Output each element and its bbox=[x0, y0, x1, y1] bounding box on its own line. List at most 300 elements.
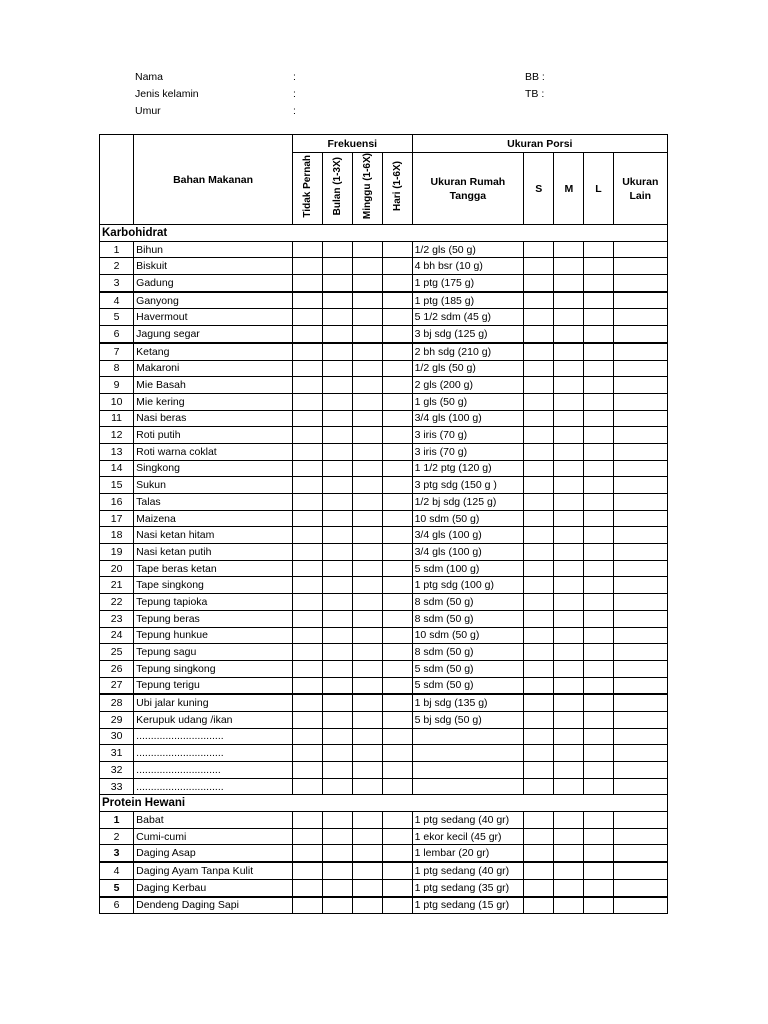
size-m-cell[interactable] bbox=[554, 677, 584, 694]
size-lain-cell[interactable] bbox=[613, 812, 667, 829]
freq-bulan-cell[interactable] bbox=[323, 393, 353, 410]
size-m-cell[interactable] bbox=[554, 812, 584, 829]
size-m-cell[interactable] bbox=[554, 343, 584, 360]
size-s-cell[interactable] bbox=[524, 443, 554, 460]
freq-minggu-cell[interactable] bbox=[353, 560, 383, 577]
size-m-cell[interactable] bbox=[554, 258, 584, 275]
size-lain-cell[interactable] bbox=[613, 610, 667, 627]
size-m-cell[interactable] bbox=[554, 443, 584, 460]
freq-hari-cell[interactable] bbox=[383, 610, 412, 627]
freq-bulan-cell[interactable] bbox=[323, 477, 353, 494]
size-s-cell[interactable] bbox=[524, 728, 554, 745]
freq-tidak-pernah-cell[interactable] bbox=[292, 560, 322, 577]
size-m-cell[interactable] bbox=[554, 577, 584, 594]
freq-tidak-pernah-cell[interactable] bbox=[292, 879, 322, 896]
size-s-cell[interactable] bbox=[524, 377, 554, 394]
freq-tidak-pernah-cell[interactable] bbox=[292, 660, 322, 677]
freq-minggu-cell[interactable] bbox=[353, 879, 383, 896]
freq-bulan-cell[interactable] bbox=[323, 258, 353, 275]
size-s-cell[interactable] bbox=[524, 560, 554, 577]
freq-minggu-cell[interactable] bbox=[353, 343, 383, 360]
freq-hari-cell[interactable] bbox=[383, 427, 412, 444]
freq-minggu-cell[interactable] bbox=[353, 494, 383, 511]
size-m-cell[interactable] bbox=[554, 711, 584, 728]
freq-tidak-pernah-cell[interactable] bbox=[292, 594, 322, 611]
size-s-cell[interactable] bbox=[524, 745, 554, 762]
freq-bulan-cell[interactable] bbox=[323, 728, 353, 745]
size-s-cell[interactable] bbox=[524, 862, 554, 879]
freq-hari-cell[interactable] bbox=[383, 258, 412, 275]
size-lain-cell[interactable] bbox=[613, 879, 667, 896]
freq-bulan-cell[interactable] bbox=[323, 644, 353, 661]
freq-tidak-pernah-cell[interactable] bbox=[292, 527, 322, 544]
size-m-cell[interactable] bbox=[554, 241, 584, 258]
size-l-cell[interactable] bbox=[584, 460, 613, 477]
freq-bulan-cell[interactable] bbox=[323, 812, 353, 829]
size-l-cell[interactable] bbox=[584, 577, 613, 594]
freq-tidak-pernah-cell[interactable] bbox=[292, 241, 322, 258]
size-lain-cell[interactable] bbox=[613, 443, 667, 460]
freq-hari-cell[interactable] bbox=[383, 410, 412, 427]
size-lain-cell[interactable] bbox=[613, 393, 667, 410]
size-lain-cell[interactable] bbox=[613, 292, 667, 309]
freq-bulan-cell[interactable] bbox=[323, 594, 353, 611]
size-lain-cell[interactable] bbox=[613, 594, 667, 611]
size-s-cell[interactable] bbox=[524, 577, 554, 594]
freq-hari-cell[interactable] bbox=[383, 241, 412, 258]
freq-hari-cell[interactable] bbox=[383, 812, 412, 829]
size-s-cell[interactable] bbox=[524, 594, 554, 611]
freq-bulan-cell[interactable] bbox=[323, 326, 353, 343]
size-lain-cell[interactable] bbox=[613, 275, 667, 292]
size-m-cell[interactable] bbox=[554, 377, 584, 394]
size-m-cell[interactable] bbox=[554, 544, 584, 561]
size-m-cell[interactable] bbox=[554, 610, 584, 627]
freq-minggu-cell[interactable] bbox=[353, 377, 383, 394]
freq-hari-cell[interactable] bbox=[383, 544, 412, 561]
freq-minggu-cell[interactable] bbox=[353, 427, 383, 444]
size-lain-cell[interactable] bbox=[613, 745, 667, 762]
freq-tidak-pernah-cell[interactable] bbox=[292, 897, 322, 914]
freq-bulan-cell[interactable] bbox=[323, 527, 353, 544]
size-m-cell[interactable] bbox=[554, 897, 584, 914]
size-lain-cell[interactable] bbox=[613, 828, 667, 845]
freq-hari-cell[interactable] bbox=[383, 728, 412, 745]
size-s-cell[interactable] bbox=[524, 660, 554, 677]
size-m-cell[interactable] bbox=[554, 427, 584, 444]
freq-bulan-cell[interactable] bbox=[323, 275, 353, 292]
freq-minggu-cell[interactable] bbox=[353, 477, 383, 494]
freq-hari-cell[interactable] bbox=[383, 745, 412, 762]
size-l-cell[interactable] bbox=[584, 812, 613, 829]
freq-tidak-pernah-cell[interactable] bbox=[292, 510, 322, 527]
freq-bulan-cell[interactable] bbox=[323, 443, 353, 460]
size-s-cell[interactable] bbox=[524, 460, 554, 477]
size-l-cell[interactable] bbox=[584, 477, 613, 494]
freq-minggu-cell[interactable] bbox=[353, 510, 383, 527]
size-s-cell[interactable] bbox=[524, 627, 554, 644]
size-l-cell[interactable] bbox=[584, 275, 613, 292]
freq-bulan-cell[interactable] bbox=[323, 745, 353, 762]
size-l-cell[interactable] bbox=[584, 377, 613, 394]
size-s-cell[interactable] bbox=[524, 610, 554, 627]
size-s-cell[interactable] bbox=[524, 778, 554, 795]
size-lain-cell[interactable] bbox=[613, 360, 667, 377]
size-s-cell[interactable] bbox=[524, 897, 554, 914]
freq-bulan-cell[interactable] bbox=[323, 762, 353, 779]
size-lain-cell[interactable] bbox=[613, 326, 667, 343]
freq-minggu-cell[interactable] bbox=[353, 275, 383, 292]
size-l-cell[interactable] bbox=[584, 393, 613, 410]
size-s-cell[interactable] bbox=[524, 845, 554, 862]
freq-tidak-pernah-cell[interactable] bbox=[292, 828, 322, 845]
freq-bulan-cell[interactable] bbox=[323, 711, 353, 728]
freq-tidak-pernah-cell[interactable] bbox=[292, 745, 322, 762]
freq-minggu-cell[interactable] bbox=[353, 778, 383, 795]
size-m-cell[interactable] bbox=[554, 627, 584, 644]
size-m-cell[interactable] bbox=[554, 460, 584, 477]
size-s-cell[interactable] bbox=[524, 477, 554, 494]
freq-minggu-cell[interactable] bbox=[353, 627, 383, 644]
freq-hari-cell[interactable] bbox=[383, 326, 412, 343]
size-s-cell[interactable] bbox=[524, 360, 554, 377]
size-lain-cell[interactable] bbox=[613, 343, 667, 360]
size-l-cell[interactable] bbox=[584, 660, 613, 677]
freq-hari-cell[interactable] bbox=[383, 778, 412, 795]
size-m-cell[interactable] bbox=[554, 360, 584, 377]
size-s-cell[interactable] bbox=[524, 343, 554, 360]
freq-bulan-cell[interactable] bbox=[323, 241, 353, 258]
size-l-cell[interactable] bbox=[584, 292, 613, 309]
size-m-cell[interactable] bbox=[554, 393, 584, 410]
freq-tidak-pernah-cell[interactable] bbox=[292, 762, 322, 779]
freq-bulan-cell[interactable] bbox=[323, 677, 353, 694]
freq-tidak-pernah-cell[interactable] bbox=[292, 610, 322, 627]
size-s-cell[interactable] bbox=[524, 812, 554, 829]
size-s-cell[interactable] bbox=[524, 828, 554, 845]
size-m-cell[interactable] bbox=[554, 326, 584, 343]
freq-minggu-cell[interactable] bbox=[353, 694, 383, 711]
freq-minggu-cell[interactable] bbox=[353, 610, 383, 627]
freq-bulan-cell[interactable] bbox=[323, 360, 353, 377]
freq-tidak-pernah-cell[interactable] bbox=[292, 711, 322, 728]
freq-hari-cell[interactable] bbox=[383, 309, 412, 326]
freq-tidak-pernah-cell[interactable] bbox=[292, 845, 322, 862]
freq-tidak-pernah-cell[interactable] bbox=[292, 862, 322, 879]
size-m-cell[interactable] bbox=[554, 660, 584, 677]
freq-hari-cell[interactable] bbox=[383, 494, 412, 511]
size-lain-cell[interactable] bbox=[613, 560, 667, 577]
size-lain-cell[interactable] bbox=[613, 258, 667, 275]
size-lain-cell[interactable] bbox=[613, 309, 667, 326]
size-s-cell[interactable] bbox=[524, 510, 554, 527]
size-l-cell[interactable] bbox=[584, 711, 613, 728]
size-lain-cell[interactable] bbox=[613, 644, 667, 661]
size-lain-cell[interactable] bbox=[613, 778, 667, 795]
freq-tidak-pernah-cell[interactable] bbox=[292, 393, 322, 410]
freq-minggu-cell[interactable] bbox=[353, 577, 383, 594]
freq-tidak-pernah-cell[interactable] bbox=[292, 778, 322, 795]
size-lain-cell[interactable] bbox=[613, 728, 667, 745]
freq-bulan-cell[interactable] bbox=[323, 694, 353, 711]
freq-bulan-cell[interactable] bbox=[323, 460, 353, 477]
size-l-cell[interactable] bbox=[584, 326, 613, 343]
size-l-cell[interactable] bbox=[584, 360, 613, 377]
size-lain-cell[interactable] bbox=[613, 460, 667, 477]
size-l-cell[interactable] bbox=[584, 627, 613, 644]
freq-tidak-pernah-cell[interactable] bbox=[292, 292, 322, 309]
size-m-cell[interactable] bbox=[554, 527, 584, 544]
size-m-cell[interactable] bbox=[554, 510, 584, 527]
freq-tidak-pernah-cell[interactable] bbox=[292, 427, 322, 444]
freq-bulan-cell[interactable] bbox=[323, 292, 353, 309]
freq-bulan-cell[interactable] bbox=[323, 610, 353, 627]
size-l-cell[interactable] bbox=[584, 427, 613, 444]
size-l-cell[interactable] bbox=[584, 443, 613, 460]
freq-minggu-cell[interactable] bbox=[353, 309, 383, 326]
freq-minggu-cell[interactable] bbox=[353, 762, 383, 779]
size-s-cell[interactable] bbox=[524, 527, 554, 544]
size-lain-cell[interactable] bbox=[613, 627, 667, 644]
freq-hari-cell[interactable] bbox=[383, 677, 412, 694]
size-lain-cell[interactable] bbox=[613, 494, 667, 511]
size-lain-cell[interactable] bbox=[613, 527, 667, 544]
freq-tidak-pernah-cell[interactable] bbox=[292, 812, 322, 829]
freq-minggu-cell[interactable] bbox=[353, 326, 383, 343]
freq-hari-cell[interactable] bbox=[383, 460, 412, 477]
size-l-cell[interactable] bbox=[584, 309, 613, 326]
freq-minggu-cell[interactable] bbox=[353, 544, 383, 561]
size-s-cell[interactable] bbox=[524, 241, 554, 258]
freq-minggu-cell[interactable] bbox=[353, 745, 383, 762]
freq-minggu-cell[interactable] bbox=[353, 644, 383, 661]
freq-minggu-cell[interactable] bbox=[353, 410, 383, 427]
size-lain-cell[interactable] bbox=[613, 762, 667, 779]
size-m-cell[interactable] bbox=[554, 694, 584, 711]
freq-minggu-cell[interactable] bbox=[353, 443, 383, 460]
freq-hari-cell[interactable] bbox=[383, 694, 412, 711]
size-m-cell[interactable] bbox=[554, 778, 584, 795]
size-l-cell[interactable] bbox=[584, 728, 613, 745]
freq-minggu-cell[interactable] bbox=[353, 660, 383, 677]
size-m-cell[interactable] bbox=[554, 594, 584, 611]
freq-hari-cell[interactable] bbox=[383, 711, 412, 728]
freq-minggu-cell[interactable] bbox=[353, 292, 383, 309]
freq-tidak-pernah-cell[interactable] bbox=[292, 377, 322, 394]
freq-hari-cell[interactable] bbox=[383, 343, 412, 360]
size-m-cell[interactable] bbox=[554, 292, 584, 309]
freq-tidak-pernah-cell[interactable] bbox=[292, 443, 322, 460]
freq-hari-cell[interactable] bbox=[383, 845, 412, 862]
size-lain-cell[interactable] bbox=[613, 660, 667, 677]
size-s-cell[interactable] bbox=[524, 427, 554, 444]
size-s-cell[interactable] bbox=[524, 326, 554, 343]
freq-hari-cell[interactable] bbox=[383, 292, 412, 309]
freq-bulan-cell[interactable] bbox=[323, 897, 353, 914]
size-lain-cell[interactable] bbox=[613, 577, 667, 594]
freq-minggu-cell[interactable] bbox=[353, 460, 383, 477]
size-s-cell[interactable] bbox=[524, 275, 554, 292]
freq-tidak-pernah-cell[interactable] bbox=[292, 258, 322, 275]
size-l-cell[interactable] bbox=[584, 560, 613, 577]
size-s-cell[interactable] bbox=[524, 677, 554, 694]
size-lain-cell[interactable] bbox=[613, 711, 667, 728]
size-m-cell[interactable] bbox=[554, 494, 584, 511]
size-l-cell[interactable] bbox=[584, 644, 613, 661]
size-lain-cell[interactable] bbox=[613, 410, 667, 427]
size-s-cell[interactable] bbox=[524, 258, 554, 275]
size-l-cell[interactable] bbox=[584, 778, 613, 795]
size-lain-cell[interactable] bbox=[613, 677, 667, 694]
freq-tidak-pernah-cell[interactable] bbox=[292, 677, 322, 694]
freq-bulan-cell[interactable] bbox=[323, 427, 353, 444]
size-s-cell[interactable] bbox=[524, 711, 554, 728]
size-l-cell[interactable] bbox=[584, 828, 613, 845]
freq-minggu-cell[interactable] bbox=[353, 677, 383, 694]
freq-hari-cell[interactable] bbox=[383, 510, 412, 527]
freq-hari-cell[interactable] bbox=[383, 443, 412, 460]
freq-bulan-cell[interactable] bbox=[323, 879, 353, 896]
freq-minggu-cell[interactable] bbox=[353, 897, 383, 914]
size-l-cell[interactable] bbox=[584, 494, 613, 511]
freq-minggu-cell[interactable] bbox=[353, 728, 383, 745]
size-l-cell[interactable] bbox=[584, 343, 613, 360]
size-m-cell[interactable] bbox=[554, 828, 584, 845]
size-s-cell[interactable] bbox=[524, 644, 554, 661]
size-l-cell[interactable] bbox=[584, 241, 613, 258]
size-l-cell[interactable] bbox=[584, 762, 613, 779]
size-m-cell[interactable] bbox=[554, 745, 584, 762]
freq-tidak-pernah-cell[interactable] bbox=[292, 477, 322, 494]
freq-tidak-pernah-cell[interactable] bbox=[292, 494, 322, 511]
freq-tidak-pernah-cell[interactable] bbox=[292, 410, 322, 427]
size-s-cell[interactable] bbox=[524, 544, 554, 561]
size-l-cell[interactable] bbox=[584, 610, 613, 627]
freq-bulan-cell[interactable] bbox=[323, 577, 353, 594]
size-lain-cell[interactable] bbox=[613, 477, 667, 494]
size-s-cell[interactable] bbox=[524, 879, 554, 896]
freq-bulan-cell[interactable] bbox=[323, 660, 353, 677]
freq-minggu-cell[interactable] bbox=[353, 258, 383, 275]
size-l-cell[interactable] bbox=[584, 694, 613, 711]
size-lain-cell[interactable] bbox=[613, 427, 667, 444]
freq-hari-cell[interactable] bbox=[383, 828, 412, 845]
size-lain-cell[interactable] bbox=[613, 845, 667, 862]
size-lain-cell[interactable] bbox=[613, 862, 667, 879]
freq-bulan-cell[interactable] bbox=[323, 862, 353, 879]
freq-tidak-pernah-cell[interactable] bbox=[292, 309, 322, 326]
freq-tidak-pernah-cell[interactable] bbox=[292, 326, 322, 343]
size-m-cell[interactable] bbox=[554, 275, 584, 292]
freq-tidak-pernah-cell[interactable] bbox=[292, 544, 322, 561]
freq-minggu-cell[interactable] bbox=[353, 241, 383, 258]
freq-tidak-pernah-cell[interactable] bbox=[292, 644, 322, 661]
freq-tidak-pernah-cell[interactable] bbox=[292, 360, 322, 377]
size-s-cell[interactable] bbox=[524, 410, 554, 427]
size-l-cell[interactable] bbox=[584, 410, 613, 427]
freq-bulan-cell[interactable] bbox=[323, 410, 353, 427]
freq-hari-cell[interactable] bbox=[383, 275, 412, 292]
freq-hari-cell[interactable] bbox=[383, 377, 412, 394]
size-l-cell[interactable] bbox=[584, 879, 613, 896]
freq-bulan-cell[interactable] bbox=[323, 544, 353, 561]
freq-minggu-cell[interactable] bbox=[353, 360, 383, 377]
size-l-cell[interactable] bbox=[584, 544, 613, 561]
size-m-cell[interactable] bbox=[554, 862, 584, 879]
freq-tidak-pernah-cell[interactable] bbox=[292, 577, 322, 594]
freq-tidak-pernah-cell[interactable] bbox=[292, 627, 322, 644]
size-l-cell[interactable] bbox=[584, 677, 613, 694]
freq-minggu-cell[interactable] bbox=[353, 594, 383, 611]
freq-tidak-pernah-cell[interactable] bbox=[292, 460, 322, 477]
size-m-cell[interactable] bbox=[554, 644, 584, 661]
freq-hari-cell[interactable] bbox=[383, 762, 412, 779]
freq-tidak-pernah-cell[interactable] bbox=[292, 728, 322, 745]
size-m-cell[interactable] bbox=[554, 728, 584, 745]
freq-hari-cell[interactable] bbox=[383, 577, 412, 594]
freq-hari-cell[interactable] bbox=[383, 527, 412, 544]
size-m-cell[interactable] bbox=[554, 879, 584, 896]
size-m-cell[interactable] bbox=[554, 410, 584, 427]
freq-hari-cell[interactable] bbox=[383, 897, 412, 914]
freq-minggu-cell[interactable] bbox=[353, 527, 383, 544]
size-lain-cell[interactable] bbox=[613, 510, 667, 527]
size-s-cell[interactable] bbox=[524, 309, 554, 326]
size-m-cell[interactable] bbox=[554, 309, 584, 326]
freq-hari-cell[interactable] bbox=[383, 627, 412, 644]
size-s-cell[interactable] bbox=[524, 494, 554, 511]
size-s-cell[interactable] bbox=[524, 694, 554, 711]
freq-hari-cell[interactable] bbox=[383, 644, 412, 661]
freq-bulan-cell[interactable] bbox=[323, 494, 353, 511]
size-l-cell[interactable] bbox=[584, 510, 613, 527]
freq-bulan-cell[interactable] bbox=[323, 343, 353, 360]
freq-minggu-cell[interactable] bbox=[353, 828, 383, 845]
size-m-cell[interactable] bbox=[554, 560, 584, 577]
freq-hari-cell[interactable] bbox=[383, 660, 412, 677]
size-m-cell[interactable] bbox=[554, 845, 584, 862]
freq-tidak-pernah-cell[interactable] bbox=[292, 275, 322, 292]
size-l-cell[interactable] bbox=[584, 845, 613, 862]
size-l-cell[interactable] bbox=[584, 594, 613, 611]
size-m-cell[interactable] bbox=[554, 477, 584, 494]
freq-hari-cell[interactable] bbox=[383, 360, 412, 377]
freq-hari-cell[interactable] bbox=[383, 477, 412, 494]
freq-tidak-pernah-cell[interactable] bbox=[292, 694, 322, 711]
size-s-cell[interactable] bbox=[524, 762, 554, 779]
freq-bulan-cell[interactable] bbox=[323, 510, 353, 527]
freq-bulan-cell[interactable] bbox=[323, 778, 353, 795]
size-s-cell[interactable] bbox=[524, 292, 554, 309]
freq-hari-cell[interactable] bbox=[383, 879, 412, 896]
freq-minggu-cell[interactable] bbox=[353, 862, 383, 879]
freq-minggu-cell[interactable] bbox=[353, 393, 383, 410]
freq-bulan-cell[interactable] bbox=[323, 377, 353, 394]
freq-bulan-cell[interactable] bbox=[323, 560, 353, 577]
freq-hari-cell[interactable] bbox=[383, 393, 412, 410]
size-s-cell[interactable] bbox=[524, 393, 554, 410]
size-l-cell[interactable] bbox=[584, 258, 613, 275]
freq-bulan-cell[interactable] bbox=[323, 828, 353, 845]
freq-minggu-cell[interactable] bbox=[353, 812, 383, 829]
freq-bulan-cell[interactable] bbox=[323, 845, 353, 862]
size-m-cell[interactable] bbox=[554, 762, 584, 779]
freq-tidak-pernah-cell[interactable] bbox=[292, 343, 322, 360]
size-lain-cell[interactable] bbox=[613, 694, 667, 711]
freq-hari-cell[interactable] bbox=[383, 560, 412, 577]
freq-minggu-cell[interactable] bbox=[353, 845, 383, 862]
size-l-cell[interactable] bbox=[584, 745, 613, 762]
